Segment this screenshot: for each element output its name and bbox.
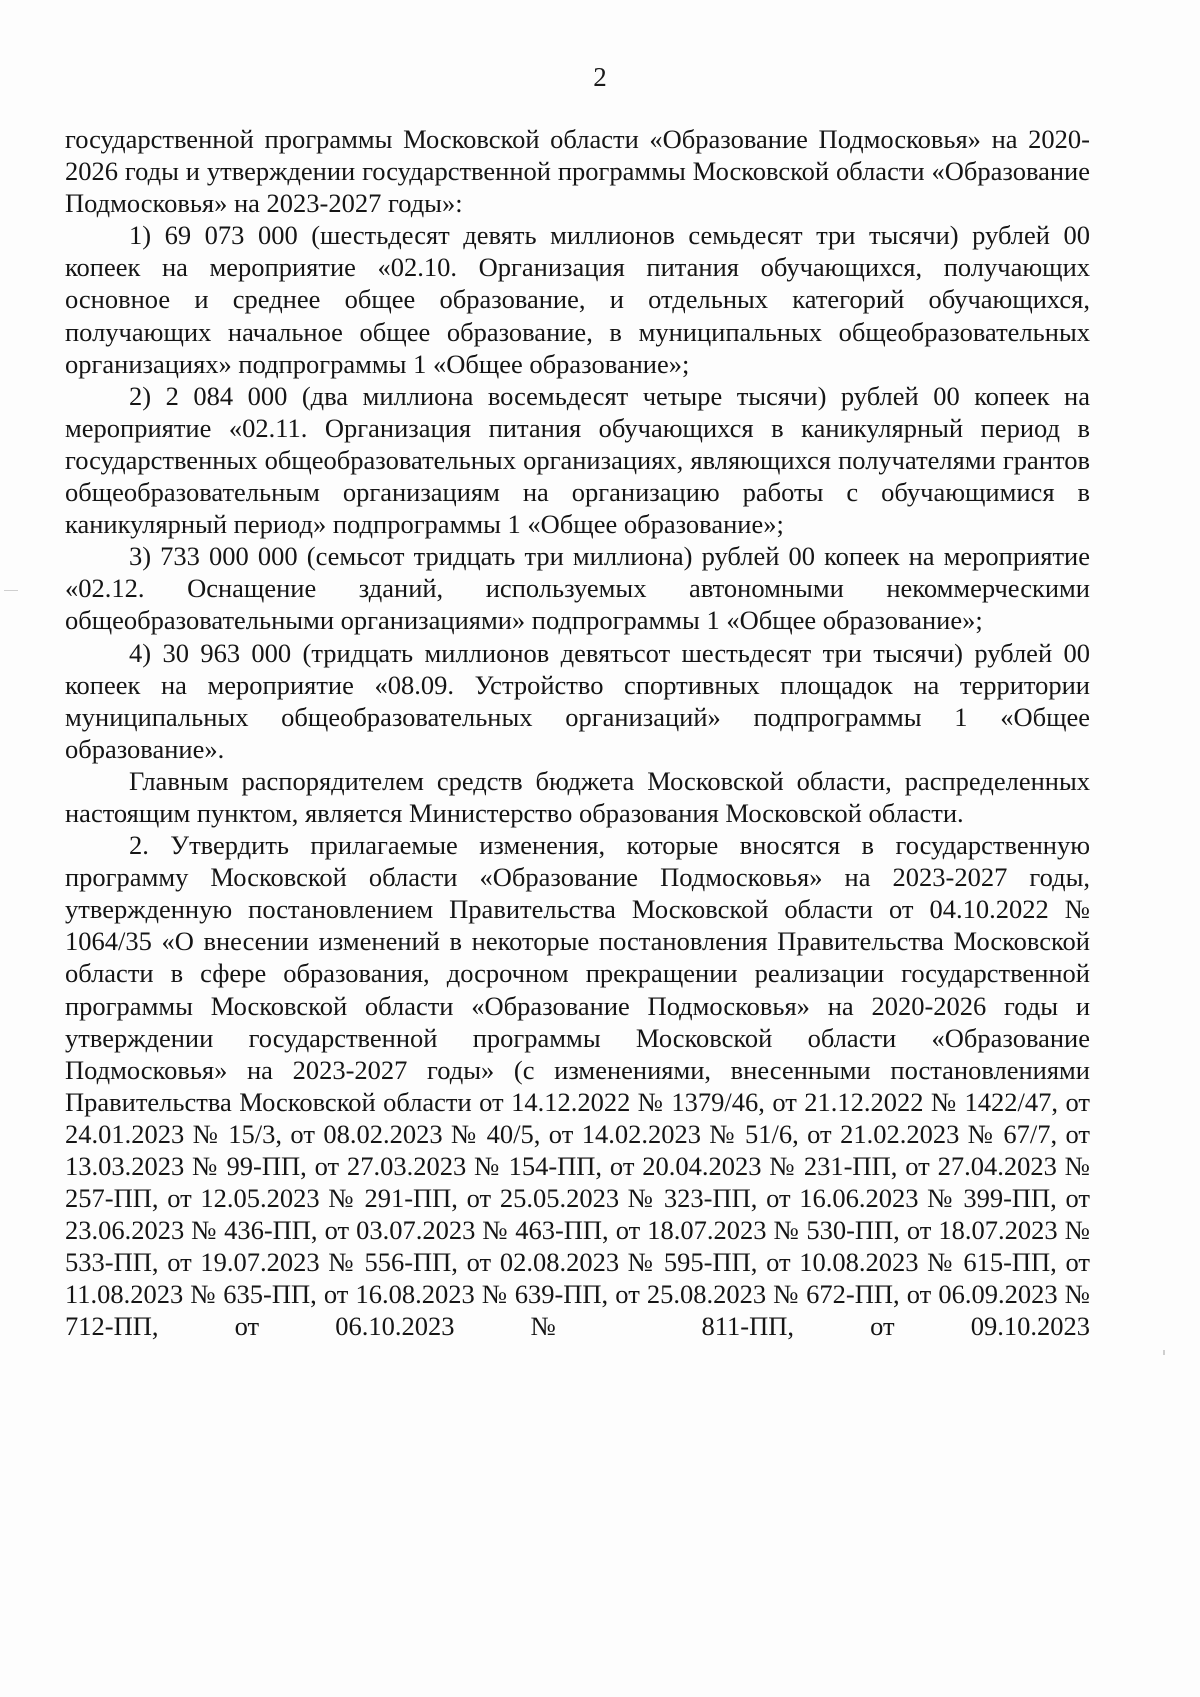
paragraph-point-2: 2. Утвердить прилагаемые изменения, которые вносятся в государственную программу Московской области «Образование Подмосковья» на 2023-2027 годы, утвержденную постановлением Правительства Московской области от 04.10.2022 № 1064/35 «О внесении изменений в некоторые постановления Правительства Московской области в сфере образования, досрочном прекращении реализации государственной программы Московской области «Образование Подмосковья» на 2020-2026 годы и утверждении государственной программы Московской области «Образование Подмосковья» на 2023-2027 годы» (с изменениями, внесенными постановлениями Правительства Московской области от 14.12.2022 № 1379/46, от 21.12.2022 № 1422/47, от 24.01.2023 № 15/3, от 08.02.2023 № 40/5, от 14.02.2023 № 51/6, от 21.02.2023 № 67/7, от 13.03.2023 № 99-ПП, от 27.03.2023 № 154-ПП, от 20.04.2023 № 231-ПП, от 27.04.2023 № 257-ПП, от 12.05.2023 № 291-ПП, от 25.05.2023 № 323-ПП, от 16.06.2023 № 399-ПП, от 23.06.2023 № 436-ПП, от 03.07.2023 № 463-ПП, от 18.07.2023 № 530-ПП, от 18.07.2023 № 533-ПП, от 19.07.2023 № 556-ПП, от 02.08.2023 № 595-ПП, от 10.08.2023 № 615-ПП, от 11.08.2023 № 635-ПП, от 16.08.2023 № 639-ПП, от 25.08.2023 № 672-ПП, от 06.09.2023 № 712-ПП, от 06.10.2023 № 811-ПП, от 09.10.2023 (65, 830, 1090, 1342)
paragraph-continuation: государственной программы Московской области «Образование Подмосковья» на 2020-2026 годы и утверждении государственной программы Московской области «Образование Подмосковья» на 2023-2027 годы»: (65, 124, 1090, 219)
paragraph-item-3: 3) 733 000 000 (семьсот тридцать три миллиона) рублей 00 копеек на мероприятие «02.12. Оснащение зданий, используемых автономными некоммерческими общеобразовательными организациями» подпрограммы 1 «Общее образование»; (65, 541, 1090, 636)
page-number: 2 (593, 62, 607, 92)
document-body (65, 123, 1090, 1343)
paragraph-main-distributor: Главным распорядителем средств бюджета Московской области, распределенных настоящим пунктом, является Министерство образования Московской области. (65, 765, 1090, 828)
paragraph-item-4: 4) 30 963 000 (тридцать миллионов девятьсот шестьдесят три тысячи) рублей 00 копеек на мероприятие «08.09. Устройство спортивных площадок на территории муниципальных общеобразовательных организаций» подпрограммы 1 «Общее образование». (65, 637, 1090, 764)
scan-artifact-mark (1163, 1350, 1165, 1355)
paragraph-item-1: 1) 69 073 000 (шестьдесят девять миллионов семьдесят три тысячи) рублей 00 копеек на мероприятие «02.10. Организация питания обучающихся, получающих основное и среднее общее образование, и отдельных категорий обучающихся, получающих начальное общее образование, в муниципальных общеобразовательных организациях» подпрограммы 1 «Общее образование»; (65, 220, 1090, 379)
paragraph-item-2: 2) 2 084 000 (два миллиона восемьдесят четыре тысячи) рублей 00 копеек на мероприятие «02.11. Организация питания обучающихся в каникулярный период в государственных общеобразовательных организациях, являющихся получателями грантов общеобразовательным организациям на организацию работы с обучающимися в каникулярный период» подпрограммы 1 «Общее образование»; (65, 380, 1090, 540)
scan-artifact-mark (4, 590, 18, 591)
